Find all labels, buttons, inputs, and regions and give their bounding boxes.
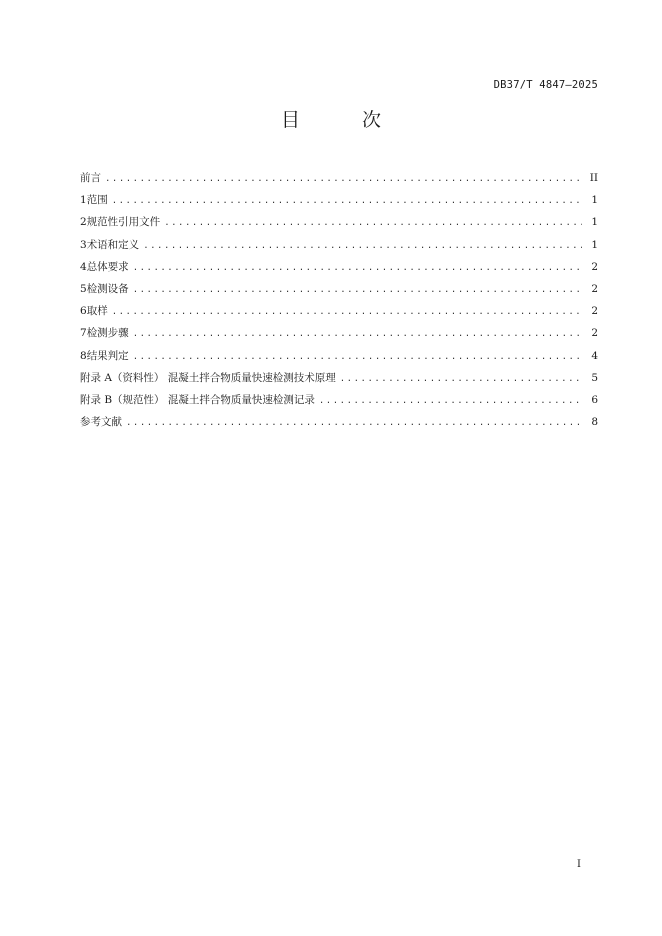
- toc-item-terms-definitions[interactable]: [80, 234, 598, 256]
- toc-item-page: 2: [591, 327, 598, 340]
- toc-item-normative-references[interactable]: [80, 211, 598, 233]
- toc-item-appendix-a[interactable]: [80, 367, 598, 389]
- toc-leader-dots: [112, 190, 582, 212]
- toc-item-page: 6: [591, 393, 598, 406]
- toc-item-label: 附录 A（资料性） 混凝土拌合物质量快速检测技术原理: [80, 371, 336, 384]
- toc-item-page: 8: [591, 416, 598, 429]
- toc-leader-dots: [319, 390, 582, 412]
- toc-item-label: 附录 B（规范性） 混凝土拌合物质量快速检测记录: [80, 393, 315, 406]
- toc-title: 目 次: [280, 109, 410, 131]
- standard-code: DB37/T 4847—2025: [493, 79, 598, 91]
- toc-item-number: 2: [80, 216, 87, 229]
- toc-item-label: 术语和定义: [86, 238, 140, 251]
- toc-item-page: 2: [591, 282, 598, 295]
- toc-leader-dots: [164, 212, 582, 234]
- toc-leader-dots: [133, 279, 582, 301]
- toc-item-testing-equipment[interactable]: [80, 278, 598, 300]
- toc-item-label: 规范性引用文件: [86, 216, 161, 229]
- toc-leader-dots: [133, 257, 582, 279]
- toc-item-number: 7: [80, 327, 87, 340]
- toc-leader-dots: [340, 368, 582, 390]
- toc-item-page: 4: [591, 349, 598, 362]
- toc-item-number: 6: [80, 305, 87, 318]
- toc-leader-dots: [133, 346, 582, 368]
- toc-item-page: II: [589, 172, 598, 184]
- toc-item-label: 总体要求: [86, 260, 129, 273]
- toc-item-scope[interactable]: [80, 189, 598, 211]
- toc-item-foreword[interactable]: [80, 167, 598, 189]
- toc-item-appendix-b[interactable]: [80, 389, 598, 411]
- toc-item-testing-steps[interactable]: [80, 322, 598, 344]
- toc-leader-dots: [126, 412, 582, 434]
- page-number: I: [577, 859, 581, 870]
- toc-item-number: 4: [80, 260, 87, 273]
- toc-item-number: 3: [80, 238, 87, 251]
- toc-item-number: 8: [80, 349, 87, 362]
- toc-leader-dots: [133, 323, 582, 345]
- toc-item-page: 1: [591, 194, 598, 207]
- toc-item-page: 1: [591, 238, 598, 251]
- toc-item-label: 范围: [86, 194, 108, 207]
- toc-leader-dots: [143, 235, 582, 257]
- toc-item-label: 结果判定: [86, 349, 129, 362]
- toc-item-page: 2: [591, 305, 598, 318]
- toc-item-label: 取样: [86, 305, 108, 318]
- toc-leader-dots: [112, 301, 582, 323]
- toc-leader-dots: [105, 168, 582, 190]
- toc-item-result-judgment[interactable]: [80, 345, 598, 367]
- toc-item-number: 5: [80, 282, 87, 295]
- toc-item-page: 1: [591, 216, 598, 229]
- toc-item-label: 检测设备: [86, 282, 129, 295]
- toc-item-bibliography[interactable]: [80, 411, 598, 433]
- toc-item-label: 前言: [80, 172, 101, 184]
- toc-item-page: 2: [591, 260, 598, 273]
- toc-item-number: 1: [80, 194, 87, 207]
- toc-item-page: 5: [591, 371, 598, 384]
- toc-item-label: 检测步骤: [86, 327, 129, 340]
- toc-item-sampling[interactable]: [80, 300, 598, 322]
- toc-item-general-requirements[interactable]: [80, 256, 598, 278]
- toc-list: [80, 167, 598, 433]
- toc-item-label: 参考文献: [80, 416, 122, 429]
